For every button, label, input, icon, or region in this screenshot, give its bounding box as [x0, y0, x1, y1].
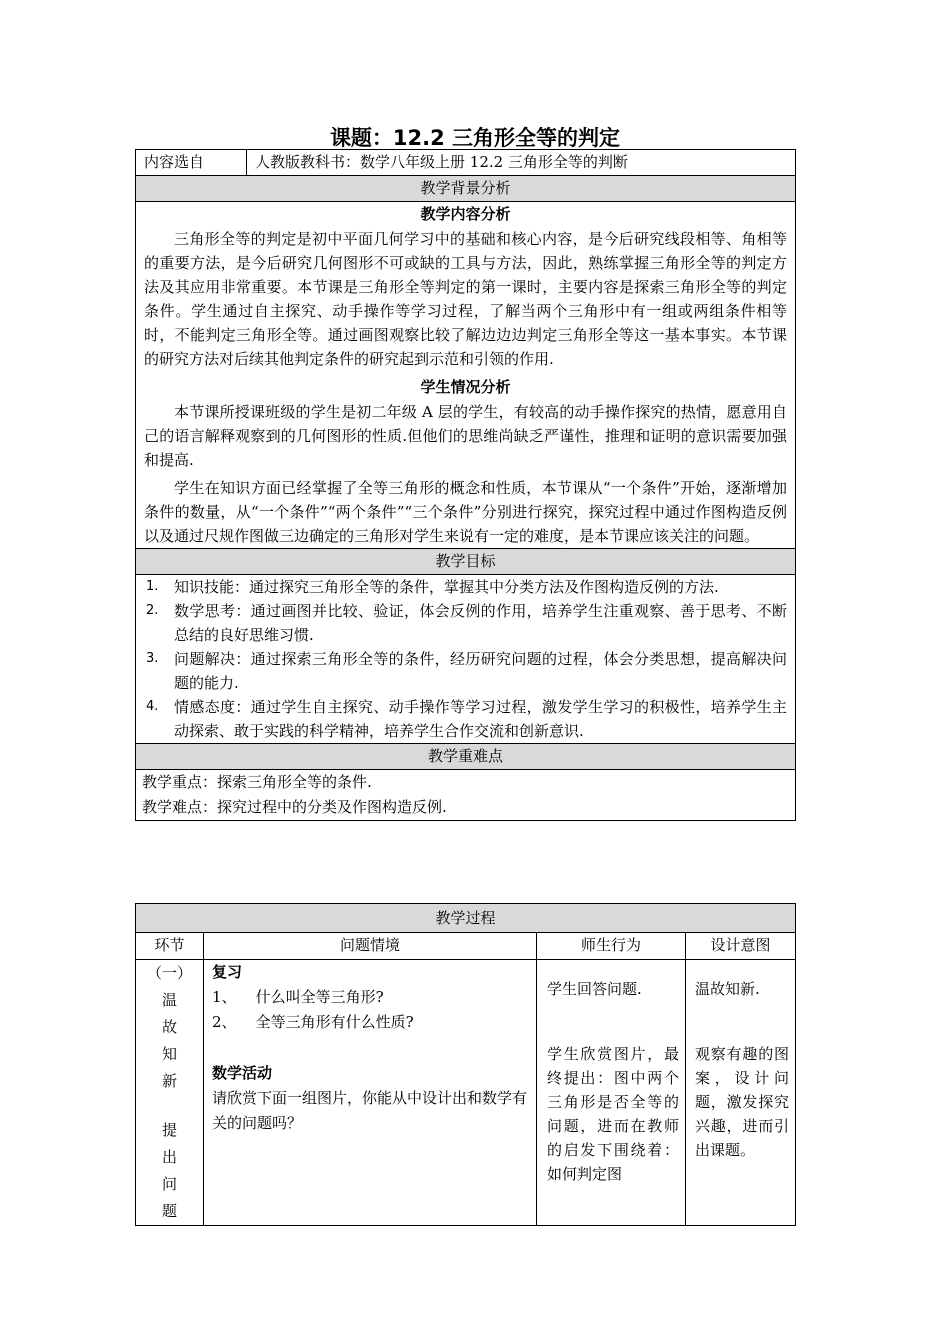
content-analysis-title: 教学内容分析 [420, 205, 511, 223]
key-point: 教学重点：探索三角形全等的条件. [142, 773, 372, 791]
lesson-plan-table [135, 149, 796, 821]
intent-cell [686, 960, 796, 1226]
intent-2: 观察有趣的图案，设计问题，激发探究兴趣，进而引出课题。 [695, 1045, 789, 1159]
col-actions: 师生行为 [537, 933, 686, 960]
col-scenario: 问题情境 [204, 933, 537, 960]
activity-title: 数学活动 [212, 1064, 273, 1082]
stage-cell: （一） 温 故 知 新 提 出 问 题 [136, 960, 204, 1226]
scenario-cell [204, 960, 537, 1226]
activity-text: 请欣赏下面一组图片，你能从中设计出和数学有关的问题吗？ [212, 1089, 528, 1132]
review-q2: 2、 全等三角形有什么性质? [212, 1013, 414, 1031]
action-2: 学生欣赏图片，最终提出：图中两个三角形是否全等的问题，进而在教师的启发下围绕着：如何判定图 [547, 1045, 679, 1183]
background-header: 教学背景分析 [136, 176, 796, 202]
goal-item: 4. 情感态度：通过学生自主探究、动手操作等学习过程，激发学生学习的积极性，培养学生主动探索、敢于实践的科学精神，培养学生合作交流和创新意识. [146, 698, 787, 740]
goal-item: 1. 知识技能：通过探究三角形全等的条件，掌握其中分类方法及作图构造反例的方法. [146, 578, 719, 596]
goal-item: 2. 数学思考：通过画图并比较、验证，体会反例的作用，培养学生注重观察、善于思考、不断总结的良好思维习惯. [146, 602, 787, 644]
review-title: 复习 [212, 963, 243, 981]
action-1: 学生回答问题. [547, 980, 642, 998]
student-analysis-title: 学生情况分析 [420, 378, 511, 396]
background-section [136, 202, 796, 549]
goal-item: 3. 问题解决：通过探索三角形全等的条件，经历研究问题的过程，体会分类思想，提高解决问题的能力. [146, 650, 787, 692]
actions-cell [537, 960, 686, 1226]
page-title: 课题：12.2 三角形全等的判定 [329, 126, 621, 150]
col-intent: 设计意图 [686, 933, 796, 960]
keypoints-section [136, 770, 796, 821]
intent-1: 温故知新. [695, 980, 760, 998]
goals-list [136, 575, 796, 744]
col-stage: 环节 [136, 933, 204, 960]
keypoints-header: 教学重难点 [136, 744, 796, 770]
content-analysis-text: 三角形全等的判定是初中平面几何学习中的基础和核心内容，是今后研究线段相等、角相等的重要方法，是今后研究几何图形不可或缺的工具与方法，因此，熟练掌握三角形全等的判定方法及其应用非常重要。本节课是三角形全等判定的第一课时，主要内容是探索三角形全等的判定条件。学生通过自主探究、动手操作等学习过程，了解当两个三角形中有一组或两组条件相等时，不能判定三角形全等。通过画图观察比较了解边边边判定三角形全等这一基本事实。本节课的研究方法对后续其他判定条件的研究起到示范和引领的作用. [144, 230, 787, 368]
process-table [135, 903, 796, 1226]
process-header: 教学过程 [136, 904, 796, 933]
source-value: 人教版教科书：数学八年级上册 12.2 三角形全等的判断 [247, 150, 796, 176]
difficult-point: 教学难点：探究过程中的分类及作图构造反例. [142, 798, 447, 816]
goals-header: 教学目标 [136, 549, 796, 575]
source-label: 内容选自 [136, 150, 247, 176]
review-q1: 1、 什么叫全等三角形? [212, 988, 384, 1006]
student-analysis-p1: 本节课所授课班级的学生是初二年级 A 层的学生，有较高的动手操作探究的热情，愿意用自己的语言解释观察到的几何图形的性质.但他们的思维尚缺乏严谨性，推理和证明的意识需要加强和提高. [144, 403, 787, 469]
student-analysis-p2: 学生在知识方面已经掌握了全等三角形的概念和性质，本节课从“一个条件”开始，逐渐增加条件的数量，从“一个条件”“两个条件”“三个条件”分别进行探究，探究过程中通过作图构造反例以及通过尺规作图做三边确定的三角形对学生来说有一定的难度，是本节课应该关注的问题。 [144, 479, 787, 545]
